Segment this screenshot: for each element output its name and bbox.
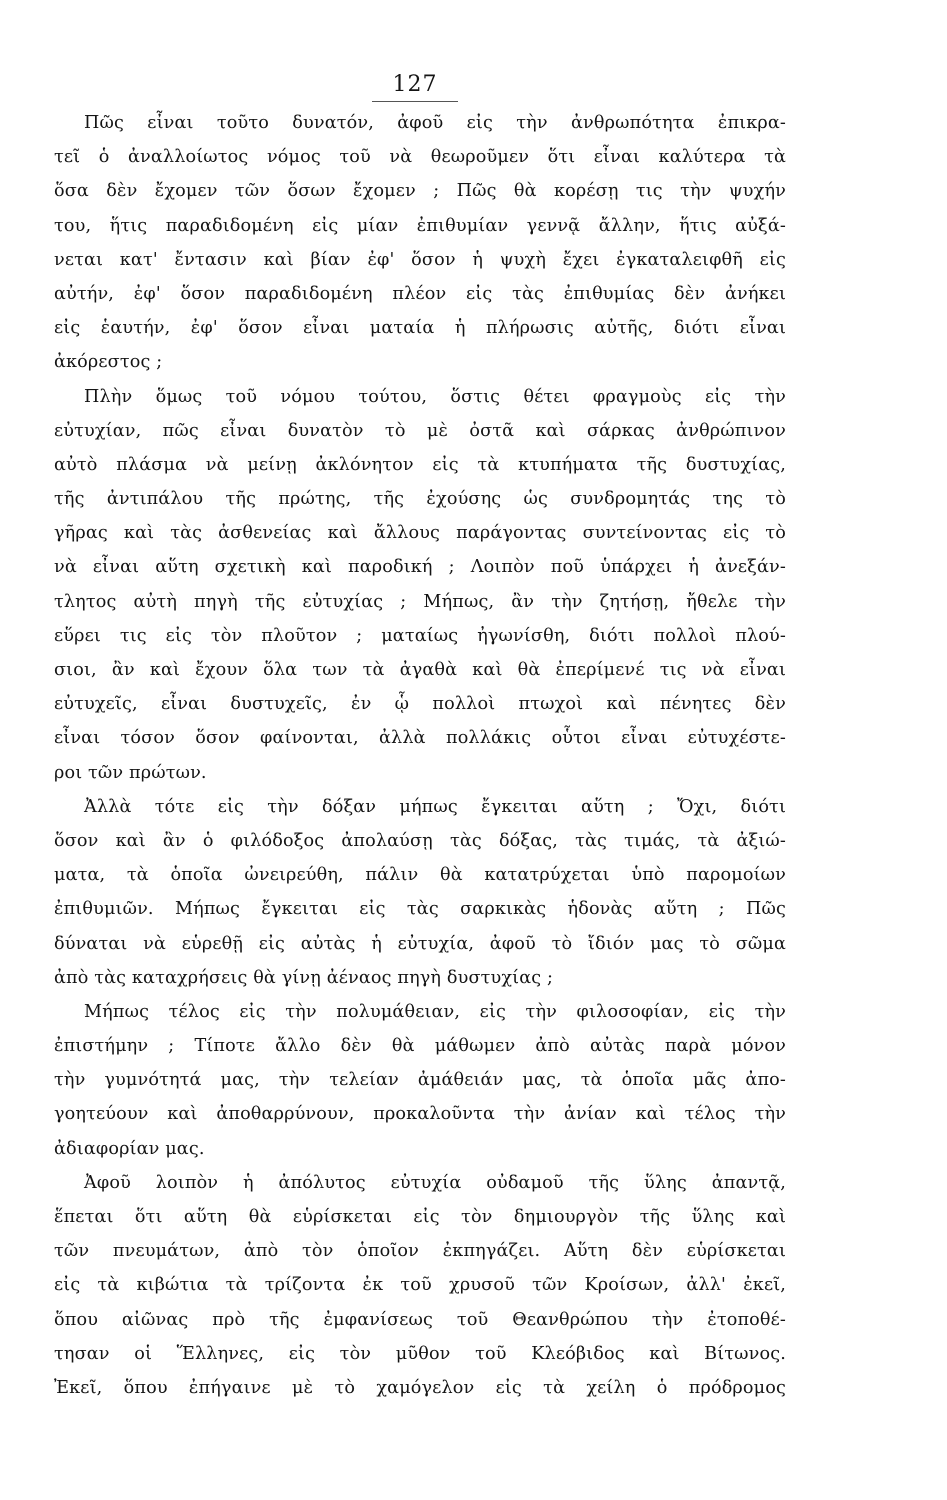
text-line: τεῖ ὁ ἀναλλοίωτος νόμος τοῦ νὰ θεωροῦμεν ὅτι εἶναι καλύτερα τὰ	[54, 147, 786, 168]
text-line: ὅπου αἰῶνας πρὸ τῆς ἐμφανίσεως τοῦ Θεανθρώπου τὴν ἐτοποθέ-	[54, 1309, 786, 1330]
text-line: ροι τῶν πρώτων.	[54, 762, 207, 783]
text-line: γοητεύουν καὶ ἀποθαρρύνουν, προκαλοῦντα τὴν ἀνίαν καὶ τέλος τὴν	[54, 1104, 786, 1125]
text-line: ἐπιστήμην ; Τίποτε ἄλλο δὲν θὰ μάθωμεν ἀπὸ αὐτὰς παρὰ μόνον	[54, 1036, 786, 1057]
text-line: δύναται νὰ εὑρεθῇ εἰς αὐτὰς ἡ εὐτυχία, ἀφοῦ τὸ ἴδιόν μας τὸ σῶμα	[54, 933, 786, 954]
page-number-rule	[372, 101, 458, 102]
text-line: σιοι, ἂν καὶ ἔχουν ὅλα των τὰ ἀγαθὰ καὶ θὰ ἐπερίμενέ τις νὰ εἶναι	[54, 660, 786, 680]
paragraph-first-line: Ἀλλὰ τότε εἰς τὴν δόξαν μήπως ἔγκειται αὕτη ; Ὄχι, διότι	[84, 796, 786, 817]
text-line: τλητος αὐτὴ πηγὴ τῆς εὐτυχίας ; Μήπως, ἂν τὴν ζητήσῃ, ἤθελε τὴν	[54, 591, 786, 612]
text-line: ὅσα δὲν ἔχομεν τῶν ὅσων ἔχομεν ; Πῶς θὰ κορέσῃ τις τὴν ψυχήν	[54, 181, 786, 202]
text-line: εὐτυχεῖς, εἶναι δυστυχεῖς, ἐν ᾧ πολλοὶ πτωχοὶ καὶ πένητες δὲν	[54, 694, 786, 715]
text-line: τησαν οἱ Ἕλληνες, εἰς τὸν μῦθον τοῦ Κλεόβιδος καὶ Βίτωνος.	[54, 1343, 786, 1364]
paragraph-first-line: Μήπως τέλος εἰς τὴν πολυμάθειαν, εἰς τὴν φιλοσοφίαν, εἰς τὴν	[84, 1001, 786, 1022]
text-line: εὕρει τις εἰς τὸν πλοῦτον ; ματαίως ἠγωνίσθη, διότι πολλοὶ πλού-	[54, 625, 786, 646]
text-line: αὐτὸ πλάσμα νὰ μείνῃ ἀκλόνητον εἰς τὰ κτυπήματα τῆς δυστυχίας,	[54, 454, 786, 475]
paragraph-first-line: Πλὴν ὅμως τοῦ νόμου τούτου, ὅστις θέτει φραγμοὺς εἰς τὴν	[84, 386, 786, 407]
text-line: γῆρας καὶ τὰς ἀσθενείας καὶ ἄλλους παράγοντας συντείνοντας εἰς τὸ	[54, 523, 786, 544]
text-line: ἀδιαφορίαν μας.	[54, 1138, 205, 1159]
text-line: εἰς ἑαυτήν, ἐφ' ὅσον εἶναι ματαία ἡ πλήρωσις αὐτῆς, διότι εἶναι	[54, 318, 786, 339]
text-line: ὅσον καὶ ἂν ὁ φιλόδοξος ἀπολαύσῃ τὰς δόξας, τὰς τιμάς, τὰ ἀξιώ-	[54, 830, 786, 851]
text-line: εὐτυχίαν, πῶς εἶναι δυνατὸν τὸ μὲ ὀστᾶ καὶ σάρκας ἀνθρώπινον	[54, 420, 786, 441]
text-line: νὰ εἶναι αὕτη σχετικὴ καὶ παροδική ; Λοιπὸν ποῦ ὑπάρχει ἡ ἀνεξάν-	[54, 557, 786, 578]
text-line: του, ἥτις παραδιδομένη εἰς μίαν ἐπιθυμίαν γεννᾷ ἄλλην, ἥτις αὐξά-	[54, 215, 786, 236]
text-line: τὴν γυμνότητά μας, τὴν τελείαν ἀμάθειάν μας, τὰ ὁποῖα μᾶς ἀπο-	[54, 1070, 786, 1091]
text-line: ἕπεται ὅτι αὕτη θὰ εὑρίσκεται εἰς τὸν δημιουργὸν τῆς ὕλης καὶ	[54, 1207, 786, 1227]
text-line: ἀπὸ τὰς καταχρήσεις θὰ γίνῃ ἀέναος πηγὴ δυστυχίας ;	[54, 967, 554, 988]
text-line: αὐτήν, ἐφ' ὅσον παραδιδομένη πλέον εἰς τὰς ἐπιθυμίας δὲν ἀνήκει	[54, 283, 786, 304]
text-line: ματα, τὰ ὁποῖα ὠνειρεύθη, πάλιν θὰ κατατρύχεται ὑπὸ παρομοίων	[54, 865, 786, 886]
page-number: 127	[392, 72, 438, 97]
text-line: ἀκόρεστος ;	[54, 352, 163, 373]
text-line: εἰς τὰ κιβώτια τὰ τρίζοντα ἐκ τοῦ χρυσοῦ τῶν Κροίσων, ἀλλ' ἐκεῖ,	[54, 1275, 786, 1296]
text-line: ἐπιθυμιῶν. Μήπως ἔγκειται εἰς τὰς σαρκικὰς ἡδονὰς αὕτη ; Πῶς	[54, 899, 786, 920]
paragraph-first-line: Ἀφοῦ λοιπὸν ἡ ἀπόλυτος εὐτυχία οὐδαμοῦ τῆς ὕλης ἀπαντᾷ,	[84, 1172, 786, 1193]
text-line: νεται κατ' ἔντασιν καὶ βίαν ἐφ' ὅσον ἡ ψυχὴ ἔχει ἐγκαταλειφθῆ εἰς	[54, 249, 786, 270]
body-text	[54, 106, 786, 1405]
text-line: τῶν πνευμάτων, ἀπὸ τὸν ὁποῖον ἐκπηγάζει. Αὕτη δὲν εὑρίσκεται	[54, 1241, 786, 1262]
paragraph-first-line: Πῶς εἶναι τοῦτο δυνατόν, ἀφοῦ εἰς τὴν ἀνθρωπότητα ἐπικρα-	[84, 113, 786, 133]
text-line: Ἐκεῖ, ὅπου ἐπήγαινε μὲ τὸ χαμόγελον εἰς τὰ χείλη ὁ πρόδρομος	[54, 1377, 786, 1398]
text-line: εἶναι τόσον ὅσον φαίνονται, ἀλλὰ πολλάκις οὗτοι εἶναι εὐτυχέστε-	[54, 728, 786, 749]
text-line: τῆς ἀντιπάλου τῆς πρώτης, τῆς ἐχούσης ὡς συνδρομητάς της τὸ	[54, 489, 786, 510]
